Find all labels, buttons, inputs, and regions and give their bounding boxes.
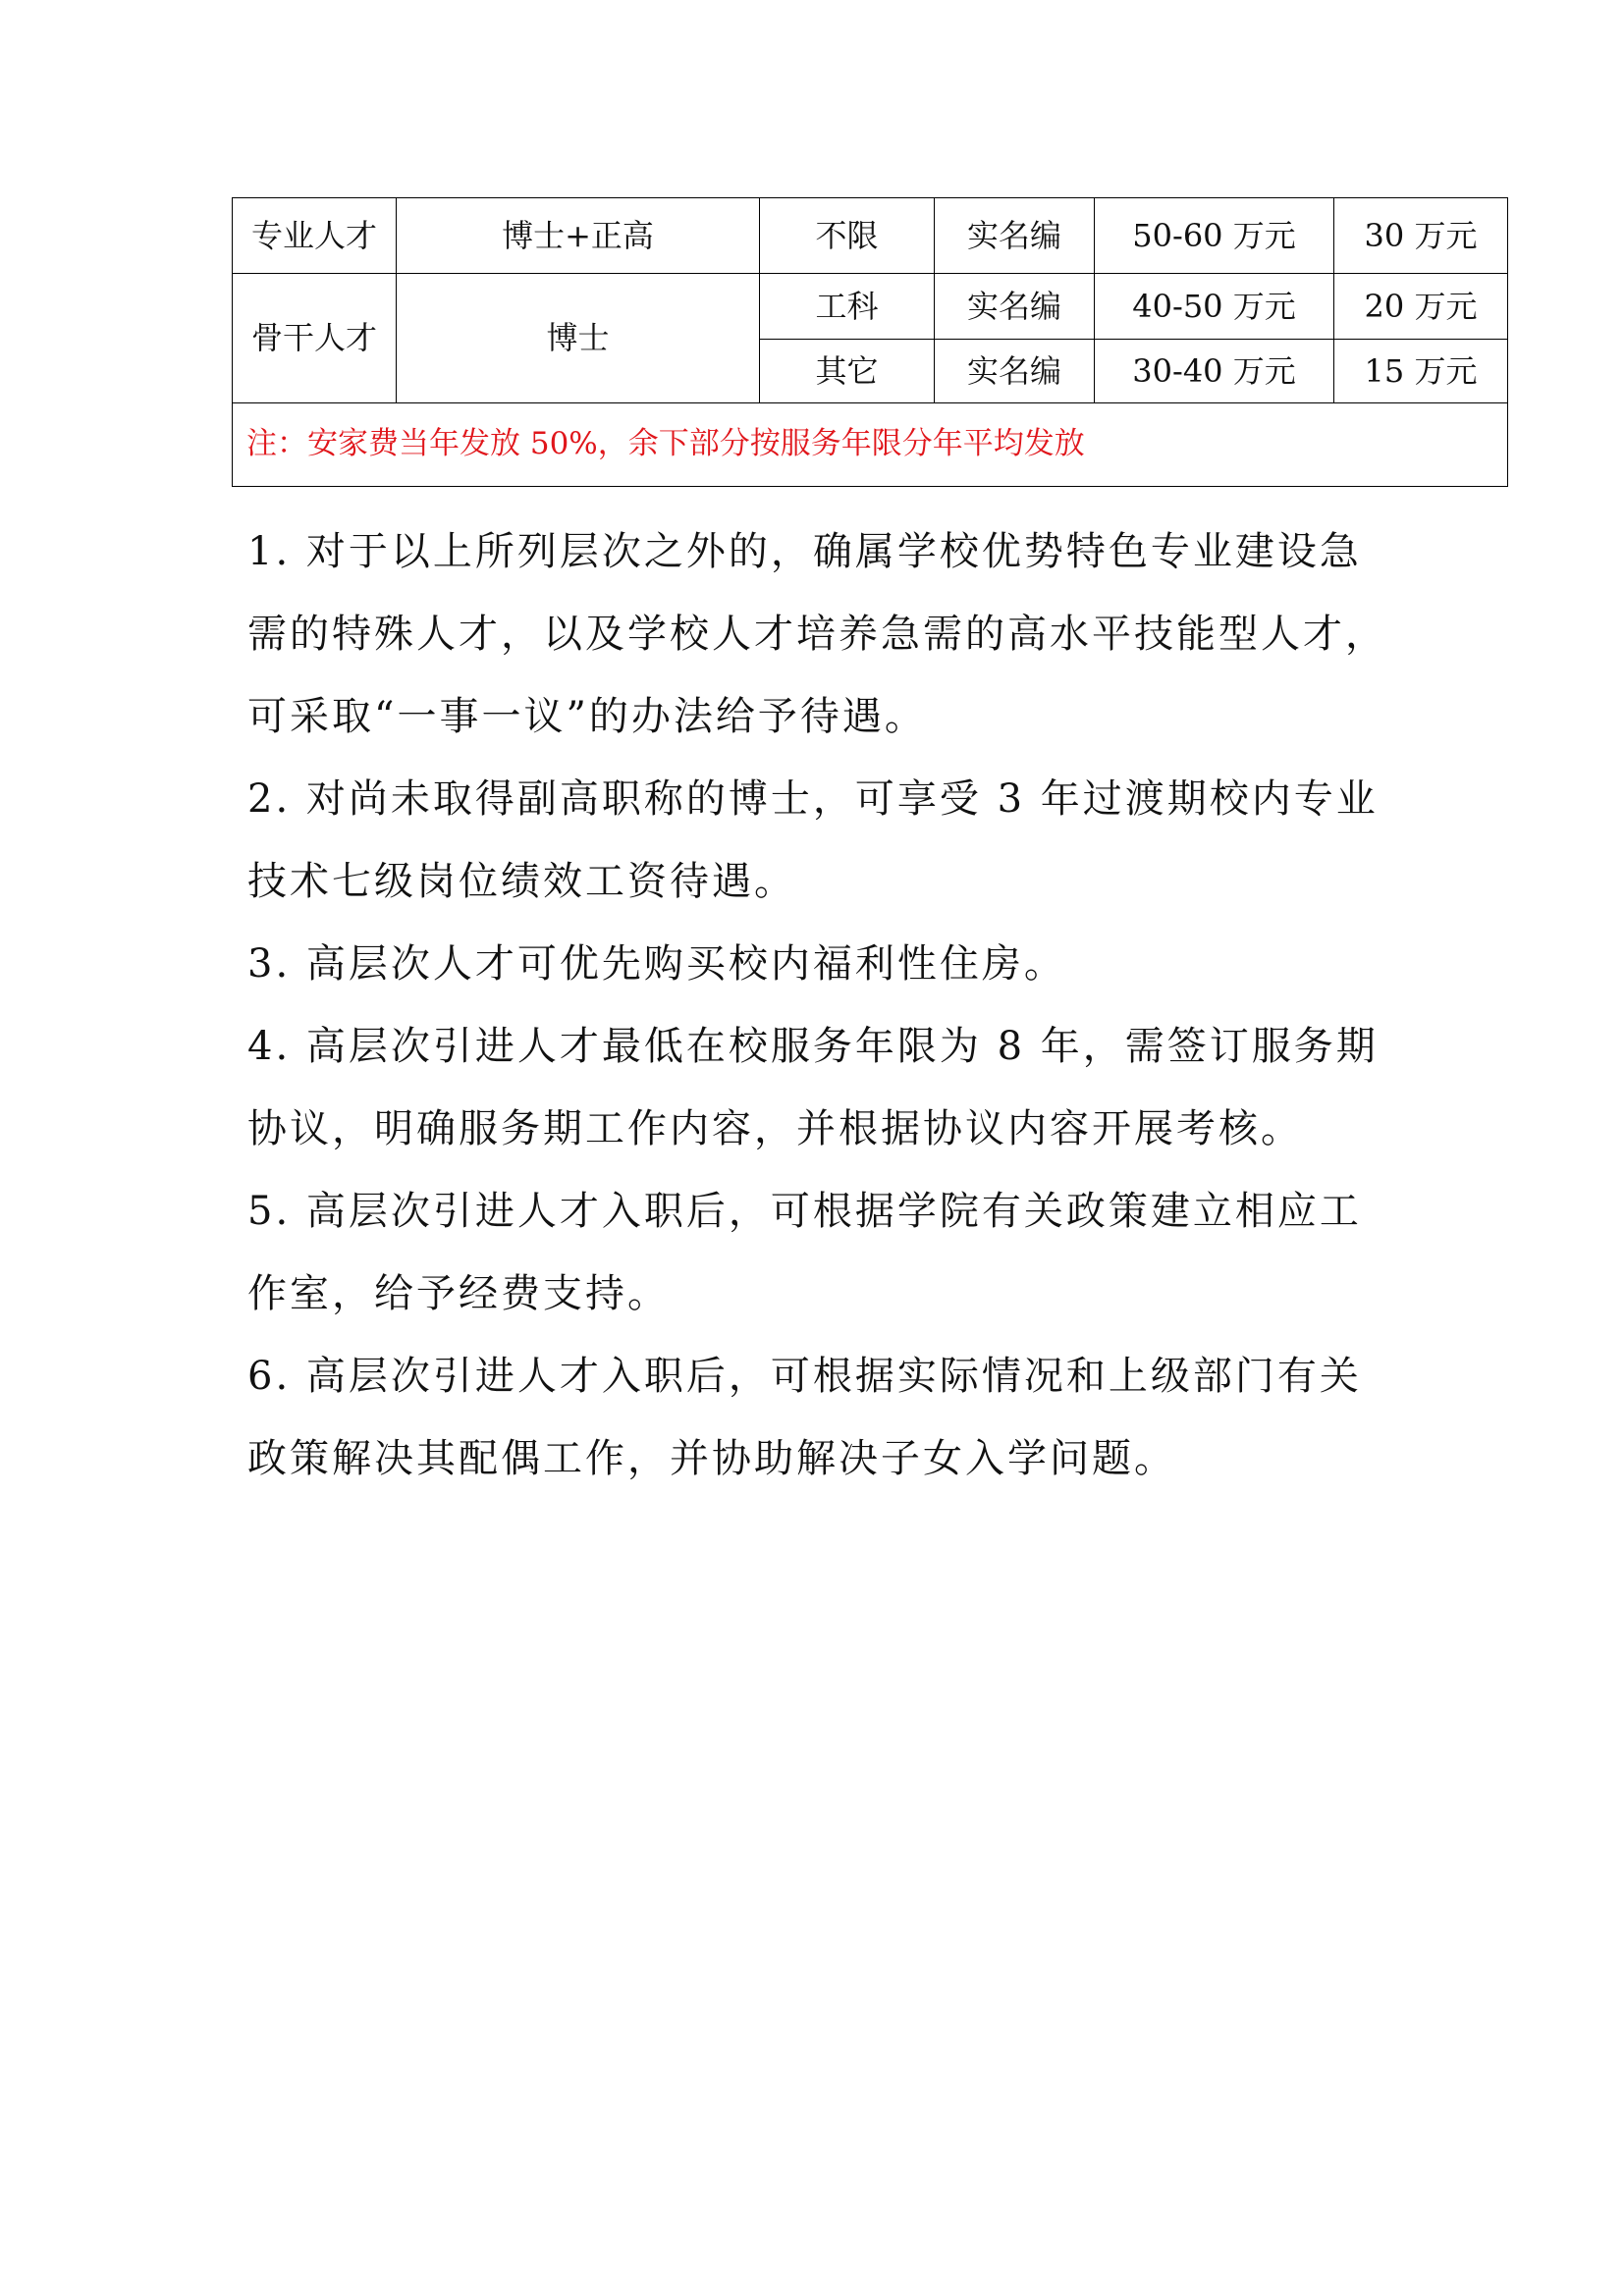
table-row (233, 198, 1508, 274)
talent-policy-table (232, 197, 1508, 487)
field-cell: 工科 (760, 274, 935, 340)
body-line: 1. 对于以上所列层次之外的，确属学校优势特色专业建设急 (247, 529, 1362, 574)
body-line: 作室，给予经费支持。 (247, 1271, 670, 1316)
body-line: 技术七级岗位绩效工资待遇。 (247, 859, 796, 904)
housing-cell: 30 万元 (1334, 198, 1508, 274)
staffing-cell: 实名编 (935, 198, 1095, 274)
table-row (233, 274, 1508, 340)
category-cell: 骨干人才 (233, 274, 397, 403)
table-note-row (233, 403, 1508, 487)
body-line: 协议，明确服务期工作内容，并根据协议内容开展考核。 (247, 1106, 1303, 1151)
housing-cell: 15 万元 (1334, 340, 1508, 403)
housing-cell: 20 万元 (1334, 274, 1508, 340)
pay-cell: 30-40 万元 (1095, 340, 1334, 403)
body-line: 2. 对尚未取得副高职称的博士，可享受 3 年过渡期校内专业 (247, 776, 1379, 822)
pay-cell: 40-50 万元 (1095, 274, 1334, 340)
body-line: 政策解决其配偶工作，并协助解决子女入学问题。 (247, 1436, 1176, 1481)
policy-items (247, 510, 1465, 1500)
table-note: 注：安家费当年发放 50%，余下部分按服务年限分年平均发放 (233, 403, 1508, 487)
pay-cell: 50-60 万元 (1095, 198, 1334, 274)
body-line: 5. 高层次引进人才入职后，可根据学院有关政策建立相应工 (247, 1189, 1362, 1234)
category-cell: 专业人才 (233, 198, 397, 274)
body-line: 3. 高层次人才可优先购买校内福利性住房。 (247, 941, 1066, 987)
staffing-cell: 实名编 (935, 340, 1095, 403)
field-cell: 不限 (760, 198, 935, 274)
qualification-cell: 博士+正高 (397, 198, 760, 274)
staffing-cell: 实名编 (935, 274, 1095, 340)
body-line: 4. 高层次引进人才最低在校服务年限为 8 年，需签订服务期 (247, 1024, 1379, 1069)
body-line: 可采取“一事一议”的办法给予待遇。 (247, 694, 927, 739)
qualification-cell: 博士 (397, 274, 760, 403)
body-line: 6. 高层次引进人才入职后，可根据实际情况和上级部门有关 (247, 1354, 1362, 1399)
field-cell: 其它 (760, 340, 935, 403)
body-line: 需的特殊人才，以及学校人才培养急需的高水平技能型人才， (247, 612, 1387, 657)
